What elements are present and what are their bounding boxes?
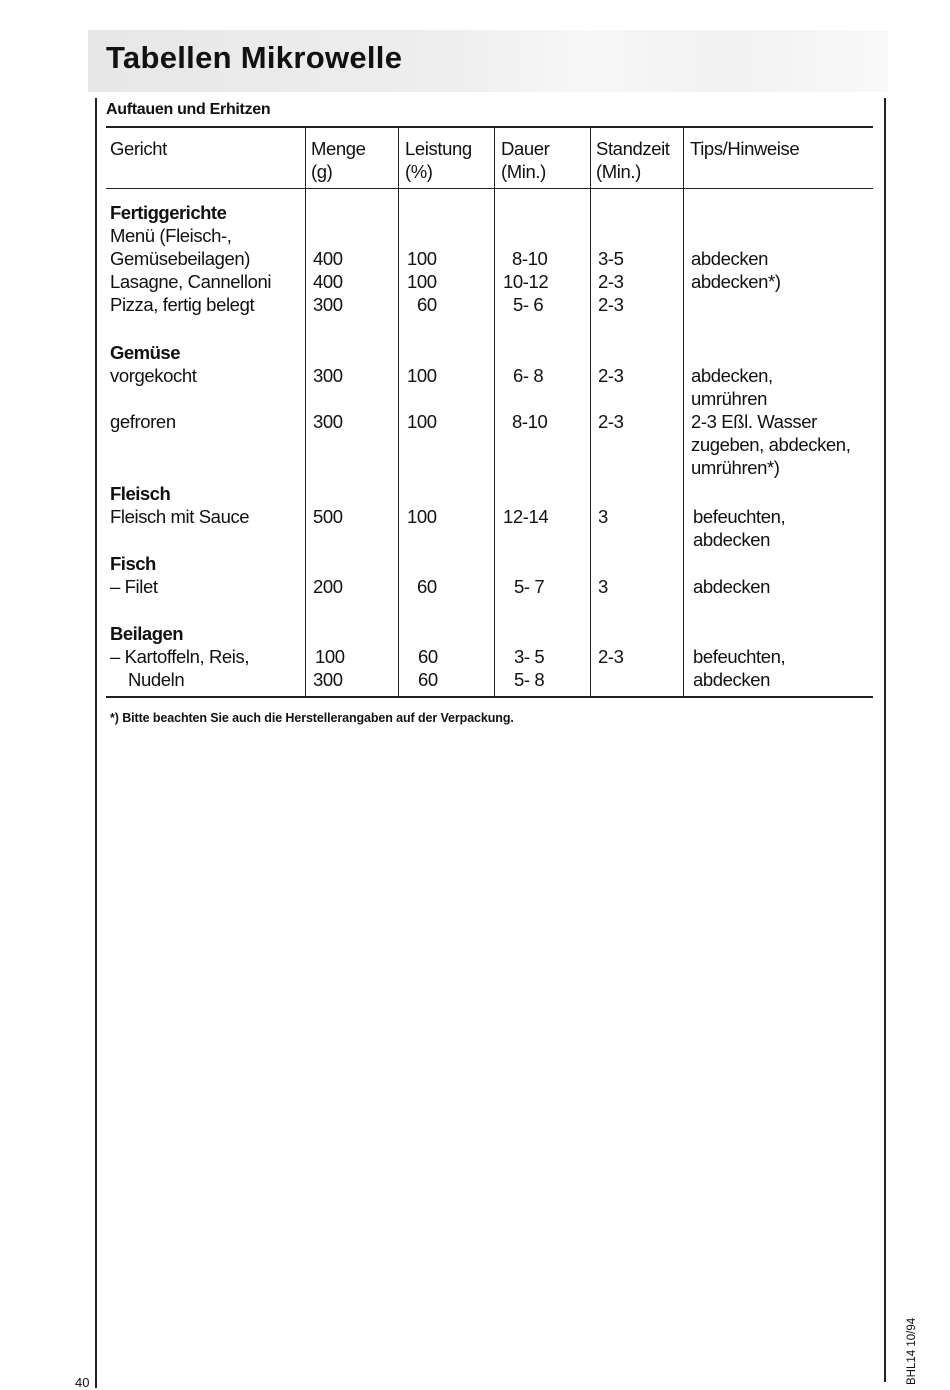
column-divider <box>305 127 306 697</box>
standing-time-value: 2-3 <box>598 646 624 667</box>
footnote: *) Bitte beachten Sie auch die Herstellerangaben auf der Verpackung. <box>110 711 514 725</box>
header-amount: Menge (g) <box>311 138 366 182</box>
standing-time-value: 2-3 <box>598 294 624 315</box>
column-divider <box>683 127 684 697</box>
column-divider <box>494 127 495 697</box>
category-heading: Beilagen <box>110 623 184 644</box>
duration-value: 6- 8 <box>513 365 544 386</box>
power-value: 100 <box>407 271 437 292</box>
dish-name: Menü (Fleisch-, Gemüsebeilagen) <box>110 225 251 269</box>
power-value: 60 <box>418 669 438 690</box>
power-value: 100 <box>407 506 437 527</box>
amount-value: 300 <box>313 411 343 432</box>
category-heading: Fertiggerichte <box>110 202 227 223</box>
dish-name: Pizza, fertig belegt <box>110 294 255 315</box>
amount-value: 400 <box>313 271 343 292</box>
header-power: Leistung (%) <box>405 138 472 182</box>
header-standing-time: Standzeit (Min.) <box>596 138 670 182</box>
standing-time-value: 3 <box>598 576 608 597</box>
amount-value: 100 <box>315 646 345 667</box>
header-dish: Gericht <box>110 138 167 159</box>
dish-name: gefroren <box>110 411 176 432</box>
dish-name: – Kartoffeln, Reis, <box>110 646 250 667</box>
standing-time-value: 3-5 <box>598 248 624 269</box>
tips-value: abdecken*) <box>691 271 781 292</box>
section-heading: Auftauen und Erhitzen <box>106 101 271 118</box>
dish-name: Nudeln <box>128 669 185 690</box>
amount-value: 300 <box>313 669 343 690</box>
header-duration: Dauer (Min.) <box>501 138 550 182</box>
dish-name: vorgekocht <box>110 365 197 386</box>
duration-value: 12-14 <box>503 506 549 527</box>
tips-value: abdecken <box>693 576 771 597</box>
dish-name: Fleisch mit Sauce <box>110 506 250 527</box>
tips-value: befeuchten, abdecken <box>693 646 786 690</box>
standing-time-value: 2-3 <box>598 411 624 432</box>
duration-value: 8-10 <box>512 411 548 432</box>
duration-value: 10-12 <box>503 271 549 292</box>
header-tips: Tips/Hinweise <box>690 138 800 159</box>
duration-value: 8-10 <box>512 248 548 269</box>
page-number: 40 <box>75 1375 90 1390</box>
table-header-rule <box>106 188 873 189</box>
amount-value: 300 <box>313 294 343 315</box>
tips-value: 2-3 Eßl. Wasser zugeben, abdecken, umrühren*) <box>691 411 851 478</box>
tips-value: abdecken <box>691 248 769 269</box>
power-value: 60 <box>417 294 437 315</box>
category-heading: Fisch <box>110 553 156 574</box>
standing-time-value: 3 <box>598 506 608 527</box>
category-heading: Fleisch <box>110 483 171 504</box>
dish-name: Lasagne, Cannelloni <box>110 271 272 292</box>
column-divider <box>398 127 399 697</box>
power-value: 60 <box>418 646 438 667</box>
power-value: 100 <box>407 248 437 269</box>
left-margin-rule <box>95 98 97 1388</box>
right-margin-rule <box>884 98 886 1382</box>
amount-value: 500 <box>313 506 343 527</box>
amount-value: 400 <box>313 248 343 269</box>
power-value: 100 <box>407 411 437 432</box>
tips-value: abdecken, umrühren <box>691 365 773 409</box>
power-value: 60 <box>417 576 437 597</box>
dish-name: – Filet <box>110 576 158 597</box>
page-title: Tabellen Mikrowelle <box>106 40 403 75</box>
tips-value: befeuchten, abdecken <box>693 506 786 550</box>
standing-time-value: 2-3 <box>598 271 624 292</box>
power-value: 100 <box>407 365 437 386</box>
duration-value: 5- 8 <box>514 669 545 690</box>
category-heading: Gemüse <box>110 342 181 363</box>
column-divider <box>590 127 591 697</box>
table-bottom-rule <box>106 696 873 698</box>
amount-value: 300 <box>313 365 343 386</box>
document-code: BHL14 10/94 <box>906 1317 918 1385</box>
table-top-rule <box>106 126 873 128</box>
standing-time-value: 2-3 <box>598 365 624 386</box>
duration-value: 5- 6 <box>513 294 544 315</box>
amount-value: 200 <box>313 576 343 597</box>
duration-value: 3- 5 <box>514 646 545 667</box>
duration-value: 5- 7 <box>514 576 545 597</box>
